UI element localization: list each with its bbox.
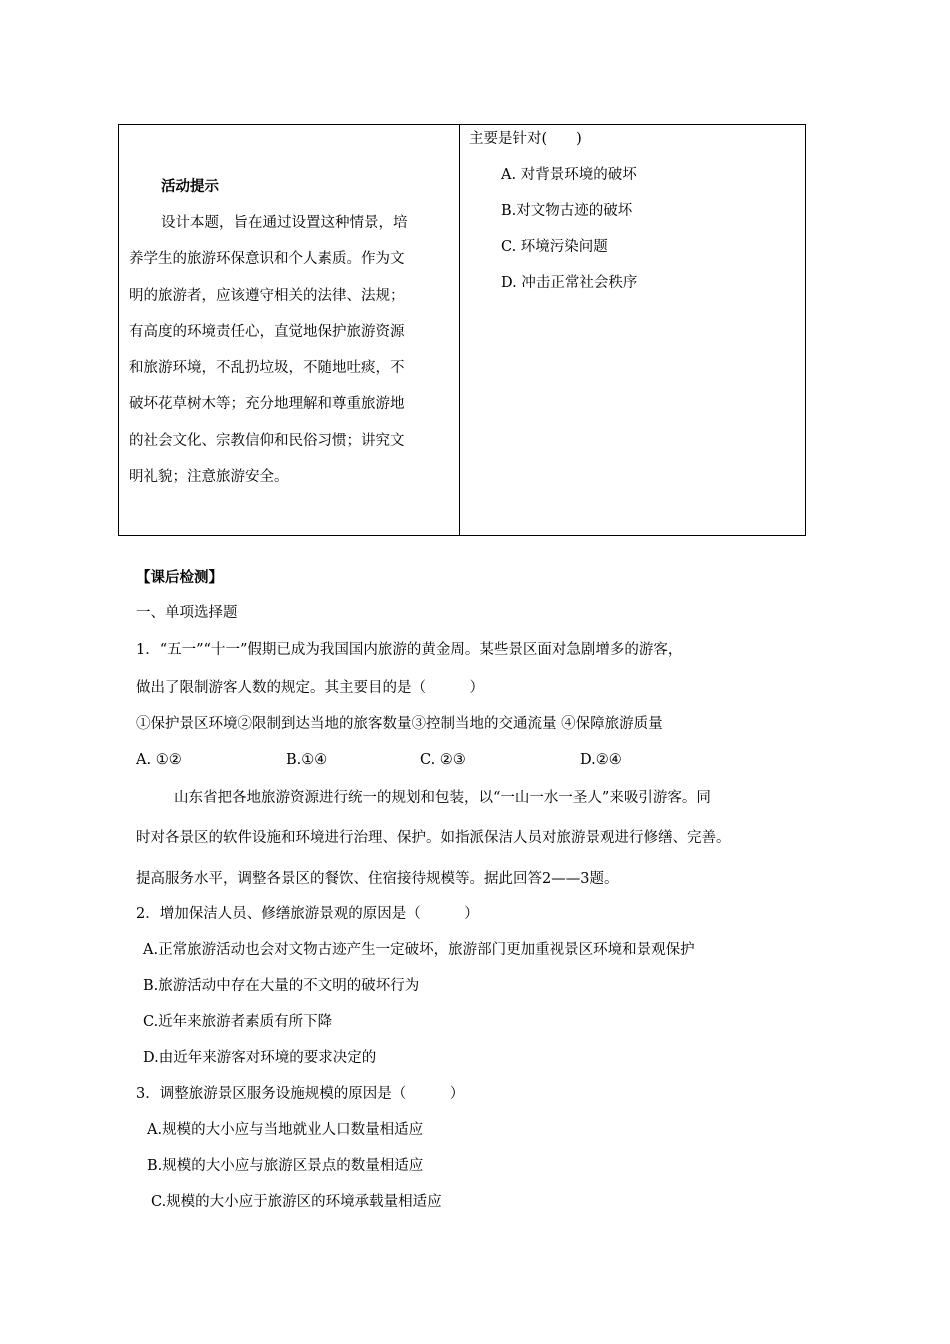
paragraph-line: 明的旅游者，应该遵守相关的法律、法规； (129, 287, 405, 304)
q1-stem-line1: 1．“五一”“十一”假期已成为我国国内旅游的黄金周。某些景区面对急剧增多的游客， (136, 642, 683, 658)
paragraph-line: 设计本题，旨在通过设置这种情景，培 (161, 215, 408, 231)
option-c: C. 环境污染问题 (501, 239, 608, 255)
section-subheading: 一、单项选择题 (136, 605, 238, 621)
q1-statements: ①保护景区环境②限制到达当地的旅客数量③控制当地的交通流量 ④保障旅游质量 (136, 716, 663, 732)
option-d: D. 冲击正常社会秩序 (501, 275, 638, 291)
q1-option-a: A. ①② (136, 752, 182, 768)
q2-option-b: B.旅游活动中存在大量的不文明的破坏行为 (143, 978, 420, 994)
paragraph-line: 和旅游环境，不乱扔垃圾，不随地吐痰，不 (129, 360, 405, 377)
option-a: A. 对背景环境的破坏 (501, 167, 637, 183)
passage-line2: 时对各景区的软件设施和环境进行治理、保护。如指派保洁人员对旅游景观进行修缮、完善。 (136, 830, 731, 846)
paragraph-line: 有高度的环境责任心，直觉地保护旅游资源 (129, 323, 405, 340)
q3-option-c: C.规模的大小应于旅游区的环境承载量相适应 (151, 1194, 442, 1210)
q1-option-d: D.②④ (580, 752, 622, 768)
option-b: B.对文物古迹的破坏 (501, 203, 633, 219)
q3-stem: 3．调整旅游景区服务设施规模的原因是（ ） (136, 1086, 465, 1102)
q1-stem-line2: 做出了限制游客人数的规定。其主要目的是（ ） (136, 680, 484, 696)
passage-line1: 山东省把各地旅游资源进行统一的规划和包装，以“一山一水一圣人”来吸引游客。同 (174, 790, 711, 806)
activity-hint-paragraph (129, 205, 451, 495)
table-divider (459, 125, 460, 535)
q3-option-b: B.规模的大小应与旅游区景点的数量相适应 (147, 1158, 424, 1174)
q1-option-b: B.①④ (286, 752, 328, 768)
q2-stem: 2．增加保洁人员、修缮旅游景观的原因是（ ） (136, 906, 479, 922)
activity-hint-title: 活动提示 (161, 178, 219, 195)
paragraph-line: 破坏花草树木等；充分地理解和尊重旅游地 (129, 396, 405, 413)
q2-option-c: C.近年来旅游者素质有所下降 (143, 1014, 333, 1030)
activity-table (118, 124, 806, 536)
q2-option-a: A.正常旅游活动也会对文物古迹产生一定破坏，旅游部门更加重视景区环境和景观保护 (143, 942, 695, 958)
paragraph-line: 的社会文化、宗教信仰和民俗习惯；讲究文 (129, 432, 405, 449)
q3-option-a: A.规模的大小应与当地就业人口数量相适应 (147, 1122, 424, 1138)
q1-option-c: C. ②③ (420, 752, 466, 768)
section-heading: 【课后检测】 (136, 569, 223, 586)
paragraph-line: 养学生的旅游环保意识和个人素质。作为文 (129, 251, 405, 268)
passage-line3: 提高服务水平，调整各景区的餐饮、住宿接待规模等。据此回答2——3题。 (136, 871, 619, 887)
q2-option-d: D.由近年来游客对环境的要求决定的 (143, 1050, 377, 1066)
paragraph-line: 明礼貌；注意旅游安全。 (129, 469, 289, 486)
question-stem: 主要是针对( ) (469, 131, 582, 147)
